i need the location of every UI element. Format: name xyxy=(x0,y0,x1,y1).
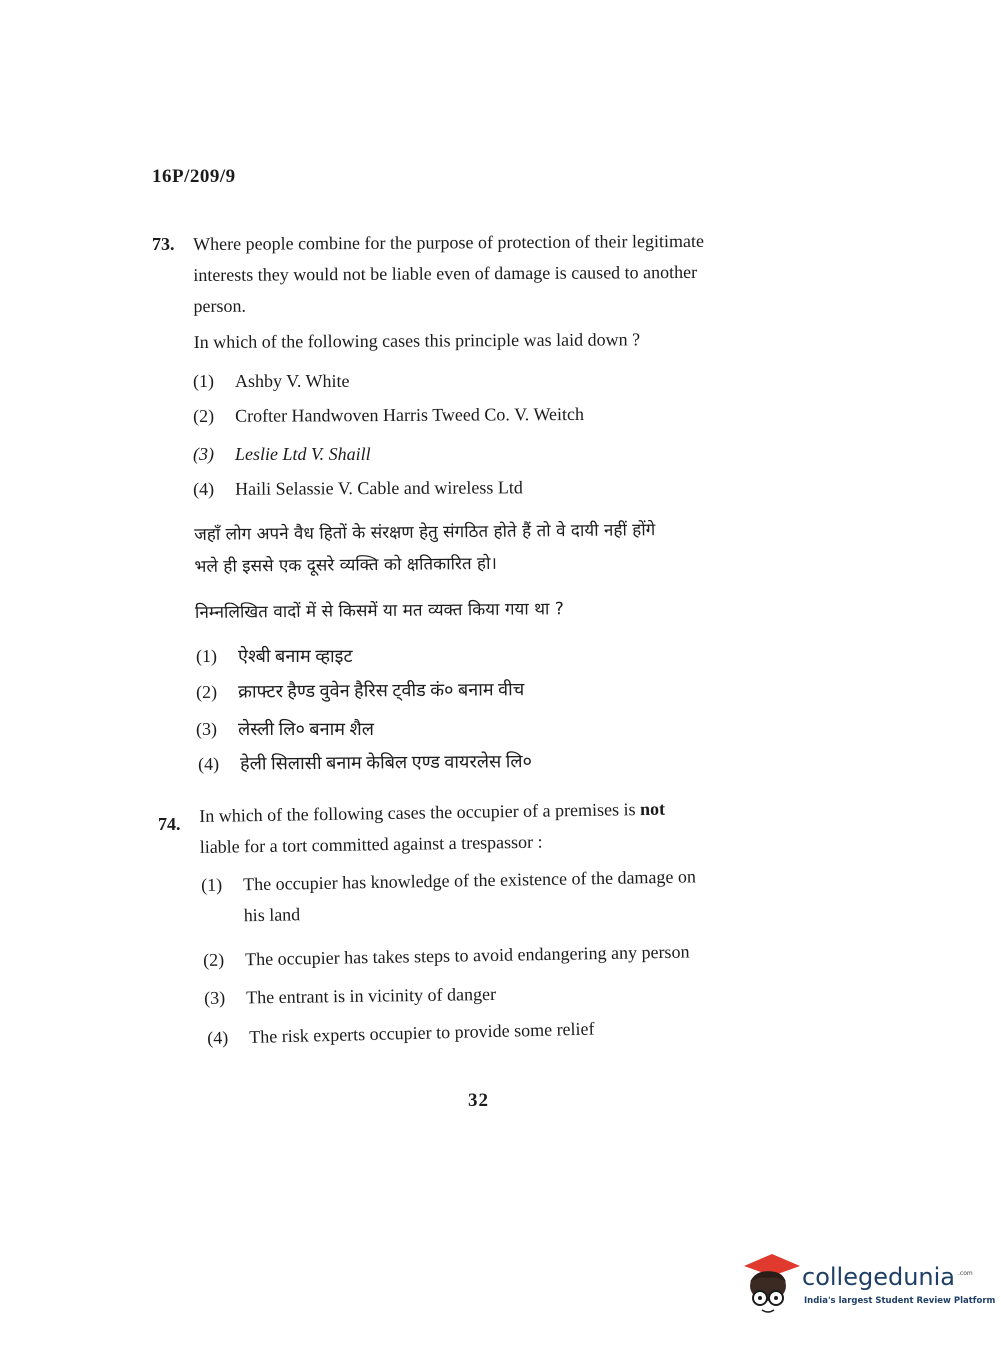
option-text: लेस्ली लि० बनाम शैल xyxy=(238,719,374,739)
option-text: ऐश्बी बनाम व्हाइट xyxy=(238,646,353,666)
q73-option-2 xyxy=(193,404,584,427)
q73-hindi-question: निम्नलिखित वादों में से किसमें या मत व्यक्त किया गया था ? xyxy=(194,599,564,623)
q73-hindi-option-2 xyxy=(196,677,524,704)
q73-stem-line-2: interests they would not be liable even of damage is caused to another xyxy=(193,261,698,285)
brand-name: collegedunia xyxy=(802,1263,956,1291)
question-74-block xyxy=(199,794,666,863)
option-text: The entrant is in vicinity of danger xyxy=(245,983,497,1008)
option-number: (2) xyxy=(193,405,215,426)
option-number: (3) xyxy=(193,444,214,464)
q74-stem-line-2: liable for a tort committed against a trespassor : xyxy=(199,831,543,857)
option-text: Crofter Handwoven Harris Tweed Co. V. Weitch xyxy=(234,403,584,426)
q74-option-1 xyxy=(201,866,697,932)
q73-hindi-option-4 xyxy=(198,749,532,776)
question-73-number: 73. xyxy=(152,234,175,254)
q73-stem-line-3: person. xyxy=(193,295,247,316)
option-number: (1) xyxy=(193,371,214,391)
option-number: (1) xyxy=(201,874,223,895)
q73-hindi-stem-line-1: जहाँ लोग अपने वैध हितों के संरक्षण हेतु संगठित होते हैं तो वे दायी नहीं होंगे xyxy=(194,520,656,545)
option-text: हेली सिलासी बनाम केबिल एण्ड वायरलेस लि० xyxy=(240,751,533,774)
q73-option-1 xyxy=(193,371,350,392)
brand-tagline: India's largest Student Review Platform xyxy=(804,1296,996,1306)
q73-hindi-stem-line-2: भले ही इससे एक दूसरे व्यक्ति को क्षतिकारित हो। xyxy=(194,553,497,577)
option-number: (2) xyxy=(196,681,218,702)
question-73-block xyxy=(193,226,705,358)
option-text: Leslie Ltd V. Shaill xyxy=(235,444,371,464)
page-number: 32 xyxy=(468,1090,489,1111)
option-number: (3) xyxy=(204,987,226,1008)
q73-question: In which of the following cases this principle was laid down ? xyxy=(193,329,641,352)
option-number: (4) xyxy=(207,1027,229,1048)
option-number: (2) xyxy=(203,949,225,970)
option-number: (1) xyxy=(196,646,217,666)
q74-stem-bold: not xyxy=(639,798,666,820)
q74-option-2 xyxy=(203,942,690,971)
option-text: Haili Selassie V. Cable and wireless Ltd xyxy=(234,477,523,499)
q73-option-3 xyxy=(193,444,371,465)
option-text-continued: his land xyxy=(243,904,301,926)
q74-option-3 xyxy=(204,984,496,1009)
q73-hindi-option-3 xyxy=(196,717,374,741)
option-number: (4) xyxy=(198,753,220,774)
brand-domain: .com xyxy=(958,1270,973,1277)
collegedunia-logo-icon xyxy=(742,1252,802,1318)
q74-option-4 xyxy=(207,1019,595,1049)
option-text: क्राफ्टर हैण्ड वुवेन हैरिस ट्वीड कं० बनाम वीच xyxy=(238,679,525,702)
option-number: (3) xyxy=(196,719,217,739)
paper-code: 16P/209/9 xyxy=(152,166,236,187)
option-text: The risk experts occupier to provide some relief xyxy=(248,1018,595,1047)
q73-option-4 xyxy=(193,477,523,500)
option-number: (4) xyxy=(193,478,215,499)
q73-stem-line-1: Where people combine for the purpose of protection of their legitimate xyxy=(193,230,704,254)
question-74-number: 74. xyxy=(158,814,181,834)
option-text: The occupier has takes steps to avoid endangering any person xyxy=(244,941,690,970)
q73-hindi-option-1 xyxy=(196,644,353,668)
q74-stem-text: In which of the following cases the occupier of a premises is xyxy=(199,799,641,826)
option-text: The occupier has knowledge of the existence of the damage on xyxy=(242,866,697,895)
option-text: Ashby V. White xyxy=(235,371,350,391)
q73-hindi-block xyxy=(194,514,656,629)
